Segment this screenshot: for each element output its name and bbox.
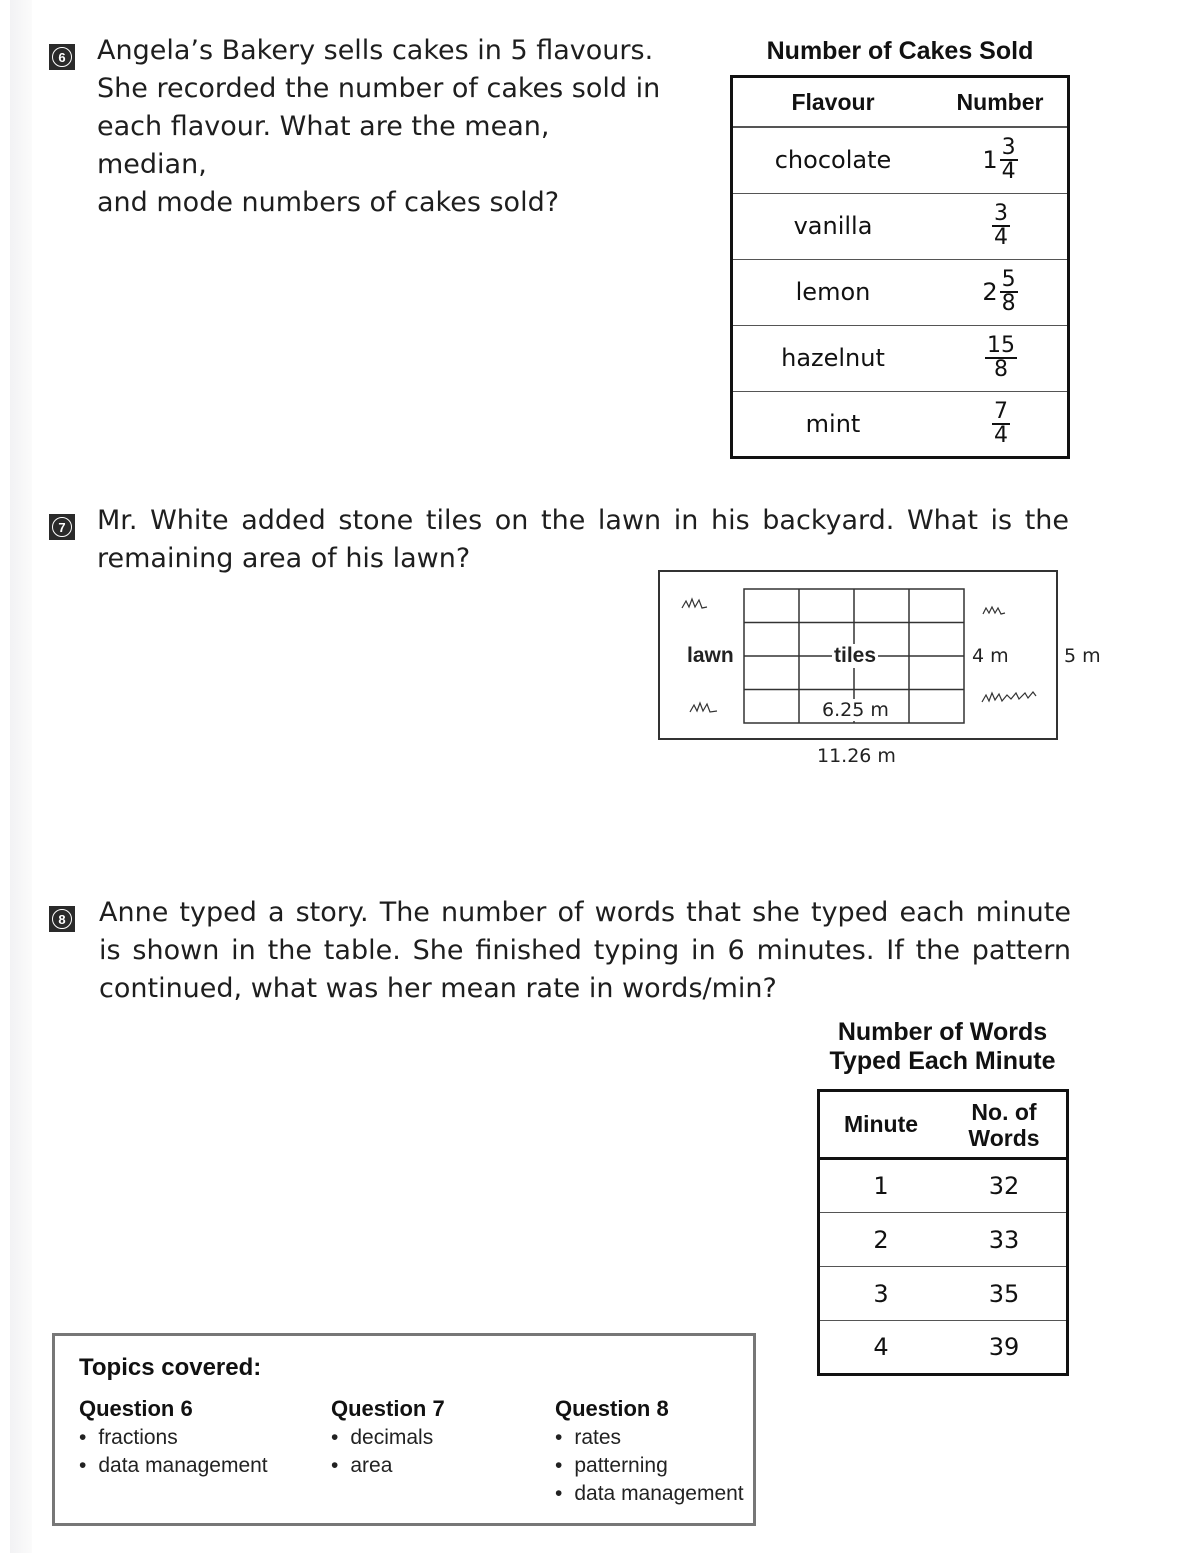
minute-cell: 4 [873, 1333, 889, 1361]
topic-column-question-6 [79, 1396, 268, 1480]
flavour-cell: vanilla [732, 193, 934, 259]
question-7-number-badge [49, 514, 75, 540]
topic-item: • data management [555, 1480, 744, 1508]
topic-heading: Question 7 [331, 1396, 445, 1421]
fraction [983, 335, 1017, 381]
words-table-title-line: Number of Words [837, 1018, 1048, 1046]
question-8-line: continued, what was her mean rate in words/min? [99, 973, 777, 1004]
question-6-line: She recorded the number of cakes sold in [97, 73, 661, 104]
topic-item: • rates [555, 1424, 744, 1452]
fraction-denominator: 4 [1001, 159, 1016, 185]
question-6-number-badge [49, 44, 75, 70]
tiles-label: tiles [834, 644, 877, 667]
words-cell: 33 [942, 1213, 1068, 1267]
table-row [732, 391, 1069, 457]
minute-cell: 2 [819, 1213, 943, 1267]
topic-item: • area [331, 1452, 445, 1480]
words-table-title-line: Typed Each Minute [829, 1047, 1056, 1075]
number-cell [933, 193, 1069, 259]
topic-heading: Question 6 [79, 1396, 193, 1421]
words-table [817, 1089, 1069, 1376]
cakes-header-flavour: Flavour [732, 77, 934, 128]
question-8-line: is shown in the table. She finished typing in 6 minutes. If the pattern [99, 935, 1071, 966]
lawn-label: lawn [687, 644, 734, 667]
table-row [732, 193, 1069, 259]
topic-heading: Question 8 [555, 1396, 669, 1421]
question-7-line: Mr. White added stone tiles on the lawn in his backyard. What is the [97, 505, 1069, 536]
question-8-number: 8 [52, 909, 72, 929]
fraction-whole: 1 [982, 146, 998, 175]
number-cell [933, 127, 1069, 193]
cakes-header-number: Number [933, 77, 1069, 128]
words-header-line: Words [968, 1124, 1040, 1151]
minute-cell: 3 [819, 1267, 943, 1321]
fraction-numerator: 7 [994, 398, 1008, 424]
topics-title: Topics covered: [79, 1354, 262, 1381]
fraction-numerator: 3 [994, 201, 1008, 226]
fraction-numerator: 5 [1001, 267, 1016, 292]
fraction-denominator: 8 [994, 357, 1008, 382]
question-8-text [99, 894, 1071, 1008]
lawn-width-label: 11.26 m [817, 745, 896, 767]
fraction-denominator: 4 [994, 422, 1008, 448]
question-8-number-badge [49, 906, 75, 932]
fraction-denominator: 8 [1001, 291, 1016, 316]
fraction [990, 203, 1010, 249]
fraction-denominator: 4 [994, 225, 1008, 250]
table-row [732, 259, 1069, 325]
table-row [732, 127, 1069, 193]
question-8-line: Anne typed a story. The number of words that she typed each minute [99, 897, 1071, 928]
words-cell: 32 [942, 1159, 1068, 1213]
page-margin-shadow [10, 0, 32, 1553]
words-table-title [800, 1018, 1085, 1076]
topic-column-question-8 [555, 1396, 744, 1508]
minute-cell: 1 [819, 1159, 943, 1213]
table-row [819, 1159, 1068, 1213]
lawn-height-label: 5 m [1064, 645, 1101, 667]
topic-item: • patterning [555, 1452, 744, 1480]
question-6-text [97, 32, 667, 222]
table-row [819, 1267, 1068, 1321]
number-cell [933, 259, 1069, 325]
flavour-cell: mint [805, 409, 861, 438]
topic-item: • data management [79, 1452, 268, 1480]
words-cell: 35 [942, 1267, 1068, 1321]
fraction-numerator: 15 [987, 333, 1015, 358]
question-7-line: remaining area of his lawn? [97, 543, 471, 574]
mixed-fraction [982, 269, 1017, 315]
table-row [819, 1321, 1068, 1375]
question-7-text [97, 502, 1069, 578]
fraction [990, 398, 1010, 448]
number-cell [933, 325, 1069, 391]
flavour-cell: hazelnut [732, 325, 934, 391]
table-row [732, 325, 1069, 391]
words-header-minute: Minute [819, 1091, 943, 1159]
topic-item: • decimals [331, 1424, 445, 1452]
topics-covered-box [52, 1333, 756, 1526]
fraction-whole: 2 [982, 278, 998, 306]
question-6-line: Angela’s Bakery sells cakes in 5 flavours. [97, 35, 654, 66]
fraction-numerator: 3 [1001, 135, 1016, 161]
tiles-width-label: 6.25 m [822, 699, 889, 721]
words-cell: 39 [988, 1333, 1020, 1361]
question-6-line: and mode numbers of cakes sold? [97, 187, 560, 218]
question-6-line: each flavour. What are the mean, median, [97, 111, 550, 180]
number-cell [933, 391, 1069, 457]
tiles-height-label: 4 m [972, 645, 1009, 667]
words-header-line: No. of [971, 1098, 1037, 1125]
cakes-table [730, 75, 1070, 459]
mixed-fraction [982, 137, 1017, 183]
topic-item: • fractions [79, 1424, 268, 1452]
cakes-table-title: Number of Cakes Sold [766, 37, 1034, 65]
words-header-words [942, 1091, 1068, 1159]
flavour-cell: lemon [732, 259, 934, 325]
flavour-cell: chocolate [732, 127, 934, 193]
question-7-number: 7 [52, 517, 72, 537]
topic-column-question-7 [331, 1396, 445, 1480]
question-6-number: 6 [52, 47, 72, 67]
table-row [819, 1213, 1068, 1267]
